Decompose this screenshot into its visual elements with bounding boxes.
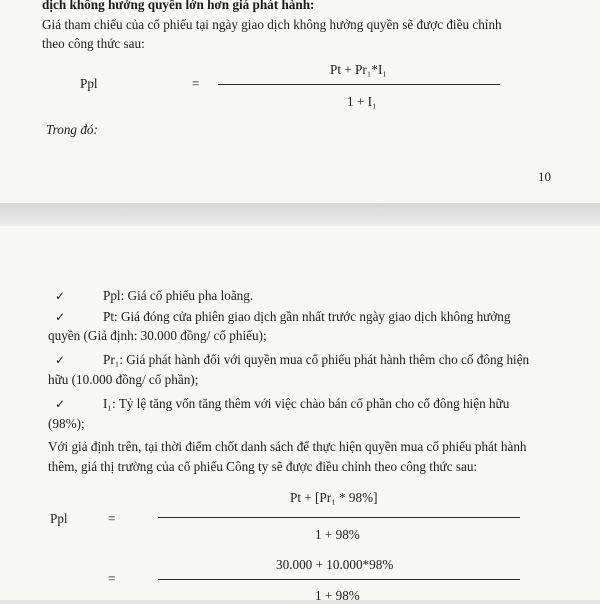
check-icon: ✓ [55,289,66,303]
formula-equals: = [192,76,200,91]
formula2-numerator: 30.000 + 10.000*98% [276,557,394,572]
section-heading: dịch không hưởng quyền lớn hơn giá phát hành: [42,0,315,12]
definition-ppl: Ppl: Giá cổ phiếu pha loãng. [103,288,254,303]
formula1-denominator: 1 + 98% [315,527,360,542]
formula1-equals: = [108,511,116,526]
definition-i1-line-2: (98%); [48,416,85,431]
formula2-denominator: 1 + 98% [315,588,360,603]
formula-denominator: 1 + I₁ [347,94,377,109]
formula-numerator: Pt + Pr₁*I₁ [330,62,387,77]
definition-pr1-line-2: hữu (10.000 đồng/ cổ phần); [48,372,199,387]
formula2-equals: = [108,571,116,586]
page-gap [0,203,600,226]
check-icon: ✓ [55,353,66,367]
paragraph-line-1: Với giả định trên, tại thời điểm chốt danh sách để thực hiện quyền mua cổ phiếu phát hành [48,439,527,454]
fraction-bar [218,84,500,85]
intro-text-line-2: theo công thức sau: [42,36,145,51]
check-icon: ✓ [55,310,66,324]
where-label: Trong đó: [46,122,98,137]
check-icon: ✓ [55,397,66,411]
definition-i1-line-1: I₁: Tỷ lệ tăng vốn tăng thêm với việc chào bán cổ phần cho cổ đông hiện hữu [103,396,510,411]
formula1-numerator: Pt + [Pr₁ * 98%] [290,490,378,505]
fraction-bar [158,517,520,518]
definition-pt-line-1: Pt: Giá đóng cửa phiên giao dịch gần nhất trước ngày giao dịch không hưởng [103,309,511,324]
document-page-top [0,0,600,203]
intro-text-line-1: Giá tham chiếu của cổ phiếu tại ngày giao dịch không hưởng quyền sẽ được điều chỉnh [42,17,502,32]
document-page-bottom [0,226,600,603]
definition-pr1-line-1: Pr₁: Giá phát hành đối với quyền mua cổ phiếu phát hành thêm cho cổ đông hiện [103,352,530,367]
page-number: 10 [538,169,551,184]
paragraph-line-2: thêm, giá thị trường của cổ phiếu Công ty sẽ được điều chỉnh theo công thức sau: [48,459,478,474]
formula1-lhs: Ppl [50,511,68,526]
fraction-bar [158,579,520,580]
definition-pt-line-2: quyền (Giả định: 30.000 đồng/ cổ phiếu); [48,328,267,343]
formula-lhs: Ppl [80,76,98,91]
